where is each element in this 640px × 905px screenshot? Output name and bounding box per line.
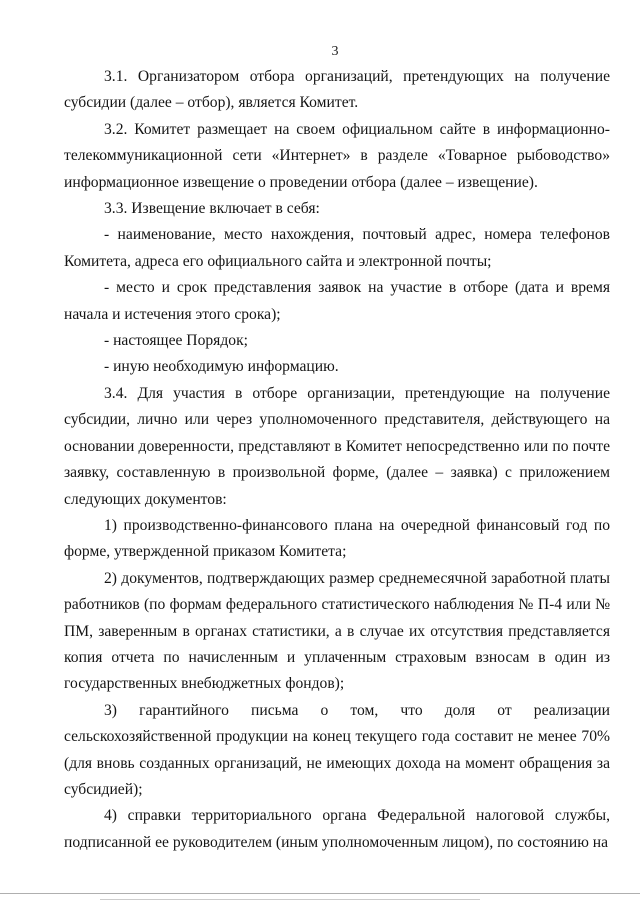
list-item-procedure: - настоящее Порядок; xyxy=(104,332,248,350)
list-item-name-address: - наименование, место нахождения, почтовый адрес, номера телефонов Комитета, адреса его официального сайта и электронной почты; xyxy=(64,226,610,270)
document-body xyxy=(64,64,610,856)
page-number: 3 xyxy=(331,44,339,59)
list-item-place-term: - место и срок представления заявок на участие в отборе (дата и время начала и истечения этого срока); xyxy=(64,279,610,323)
paragraph-3-1: 3.1. Организатором отбора организаций, претендующих на получение субсидии (далее – отбор), является Комитет. xyxy=(64,68,610,112)
document-item-1: 1) производственно-финансового плана на очередной финансовый год по форме, утвержденной приказом Комитета; xyxy=(64,516,610,561)
paragraph-3-3: 3.3. Извещение включает в себя: xyxy=(104,200,320,218)
scan-edge-line-secondary xyxy=(100,899,480,900)
document-item-3: 3) гарантийного письма о том, что доля от реализации сельскохозяйственной продукции на конец текущего года составит не менее 70% (для вновь созданных организаций, не имеющих дохода на момент обращения за субсидией); xyxy=(64,701,610,798)
paragraph-3-4: 3.4. Для участия в отборе организации, претендующие на получение субсидии, лично или через уполномоченного представителя, действующего на основании доверенности, представляют в Комитет непосредственно или по почте заявку, составленную в произвольной форме, (далее – заявка) с приложением следующих документов: xyxy=(64,384,610,508)
scan-edge-line xyxy=(0,893,640,894)
paragraph-3-2: 3.2. Комитет размещает на своем официальном сайте в информационно-телекоммуникационной сети «Интернет» в разделе «Товарное рыбоводство» информационное извещение о проведении отбора (далее – извещение). xyxy=(64,120,610,191)
document-item-2: 2) документов, подтверждающих размер среднемесячной заработной платы работников (по формам федерального статистического наблюдения № П-4 или № ПМ, заверенным в органах статистики, а в случае их отсутствия представляется копия отчета по начисленным и уплаченным страховым взносам в один из государственных внебюджетных фондов); xyxy=(64,569,610,693)
document-item-4: 4) справки территориального органа Федеральной налоговой службы, подписанной ее руководителем (иным уполномоченным лицом), по состоянию на xyxy=(64,807,610,851)
list-item-other-info: - иную необходимую информацию. xyxy=(104,358,339,376)
